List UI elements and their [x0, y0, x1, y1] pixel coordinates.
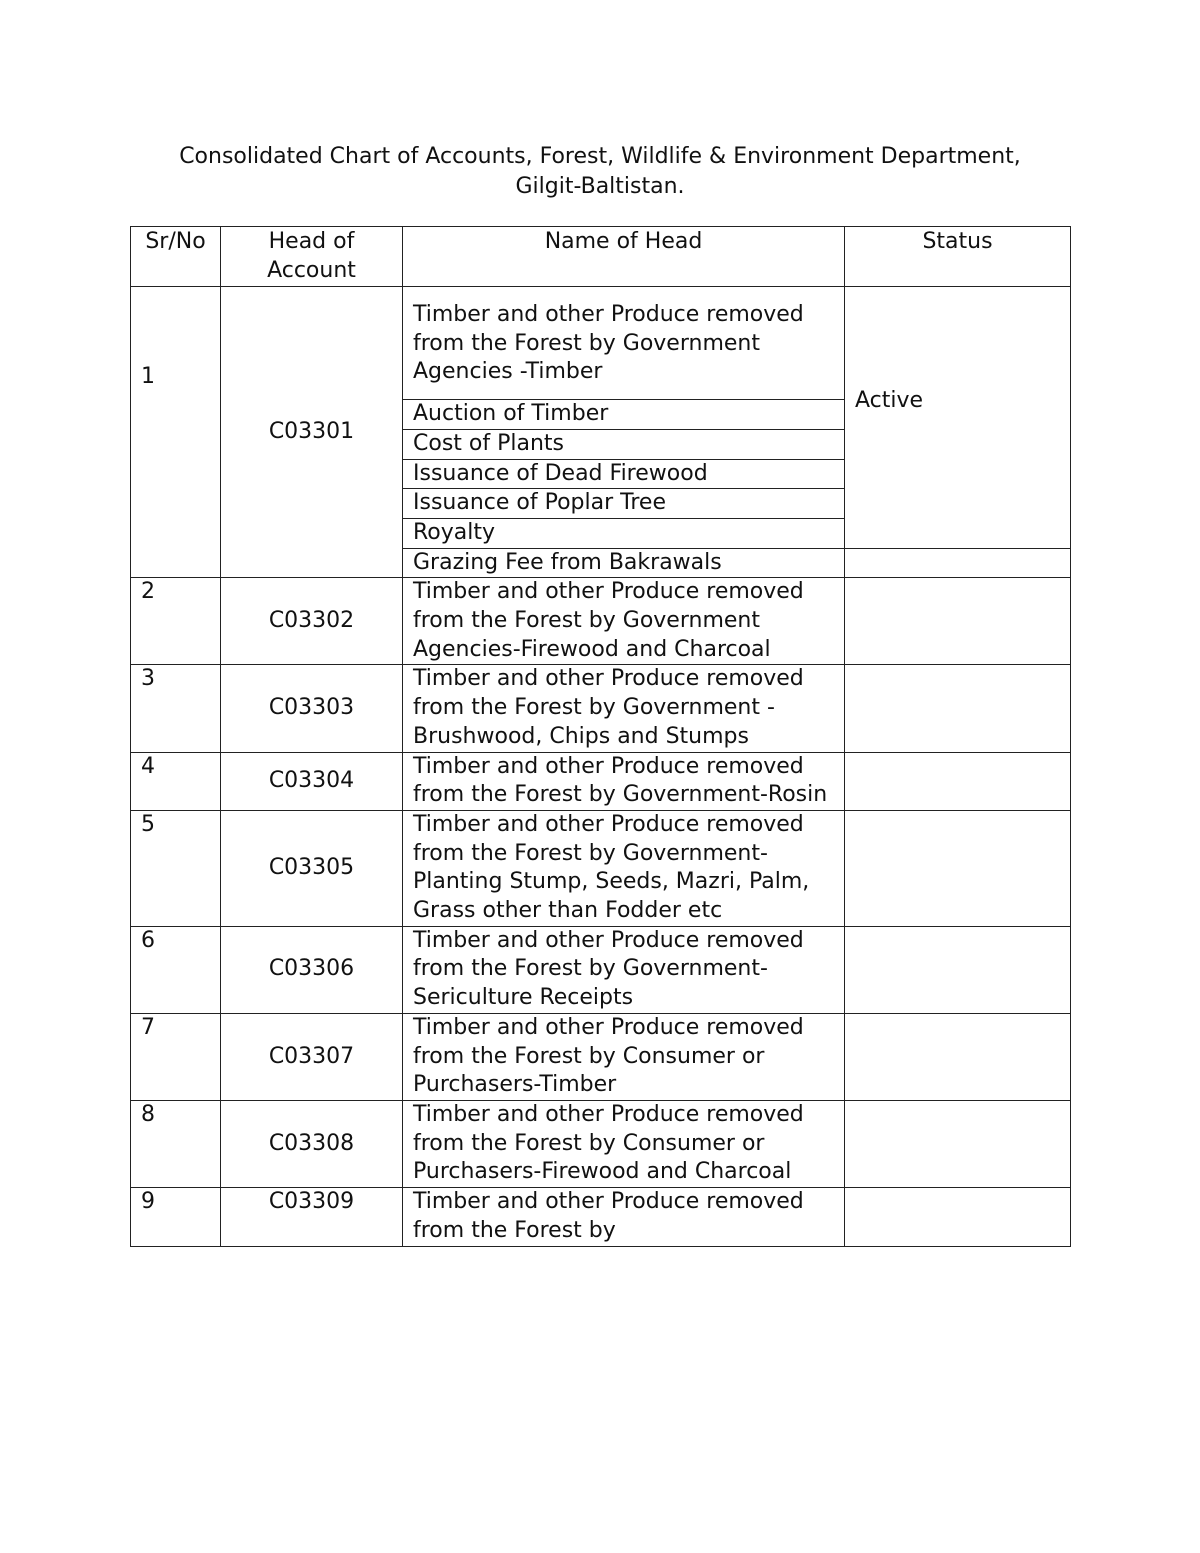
sr-cell: 4	[131, 752, 221, 810]
header-sr-no: Sr/No	[131, 227, 221, 287]
head-code-cell: C03303	[221, 665, 403, 752]
sr-cell: 7	[131, 1013, 221, 1100]
sr-cell: 8	[131, 1100, 221, 1187]
document-title	[100, 142, 1100, 202]
sub-head-cost-of-plants: Cost of Plants	[403, 429, 845, 459]
name-of-head-cell: Timber and other Produce removed from the Forest by Consumer or Purchasers-Timber	[403, 1013, 845, 1100]
header-status: Status	[845, 227, 1071, 287]
header-head-line-2: Account	[267, 257, 356, 283]
sub-head-grazing-fee: Grazing Fee from Bakrawals	[403, 548, 845, 578]
sub-head-poplar-tree: Issuance of Poplar Tree	[403, 489, 845, 519]
table-row	[131, 1188, 1071, 1246]
sub-head-dead-firewood: Issuance of Dead Firewood	[403, 459, 845, 489]
head-code: C03301	[268, 418, 355, 444]
status-cell	[845, 926, 1071, 1013]
head-code-cell: C03302	[221, 578, 403, 665]
name-of-head-cell: Timber and other Produce removed from the Forest by Government-Rosin	[403, 752, 845, 810]
table-row	[131, 578, 1071, 665]
sr-cell	[131, 287, 221, 578]
table-row	[131, 1013, 1071, 1100]
table-row	[131, 810, 1071, 926]
name-of-head-cell: Timber and other Produce removed from the Forest by Consumer or Purchasers-Firewood and Charcoal	[403, 1100, 845, 1187]
status-cell	[845, 578, 1071, 665]
head-code-cell: C03308	[221, 1100, 403, 1187]
sr-cell: 2	[131, 578, 221, 665]
name-of-head-cell: Timber and other Produce removed from the Forest by Government Agencies -Timber	[403, 287, 845, 400]
status-cell	[845, 810, 1071, 926]
head-code-cell: C03306	[221, 926, 403, 1013]
name-of-head-cell: Timber and other Produce removed from the Forest by Government-Sericulture Receipts	[403, 926, 845, 1013]
table-row	[131, 1100, 1071, 1187]
sr-number: 1	[141, 363, 155, 389]
sr-cell: 9	[131, 1188, 221, 1246]
status-cell	[845, 752, 1071, 810]
sr-cell: 6	[131, 926, 221, 1013]
header-head-of-account	[221, 227, 403, 287]
name-of-head-cell: Timber and other Produce removed from the Forest by	[403, 1188, 845, 1246]
sub-head-royalty: Royalty	[403, 518, 845, 548]
table-row	[131, 665, 1071, 752]
head-code-cell: C03304	[221, 752, 403, 810]
head-code-cell: C03305	[221, 810, 403, 926]
status-active: Active	[855, 388, 924, 414]
sr-cell: 5	[131, 810, 221, 926]
name-of-head-cell: Timber and other Produce removed from the Forest by Government -Brushwood, Chips and Stumps	[403, 665, 845, 752]
table-row	[131, 926, 1071, 1013]
header-name-of-head: Name of Head	[403, 227, 845, 287]
status-cell	[845, 548, 1071, 578]
status-cell	[845, 665, 1071, 752]
table-row	[131, 752, 1071, 810]
table-header-row	[131, 227, 1071, 287]
head-code-cell	[221, 287, 403, 578]
status-cell	[845, 1188, 1071, 1246]
header-head-line-1: Head of	[268, 229, 355, 254]
table-row	[131, 287, 1071, 400]
sub-head-auction-of-timber: Auction of Timber	[403, 400, 845, 430]
status-cell	[845, 1100, 1071, 1187]
document-title-line-2: Gilgit-Baltistan.	[515, 174, 685, 199]
status-cell	[845, 1013, 1071, 1100]
document-title-line-1: Consolidated Chart of Accounts, Forest, Wildlife & Environment Department,	[179, 144, 1021, 169]
head-code-cell: C03309	[221, 1188, 403, 1246]
name-of-head-cell: Timber and other Produce removed from the Forest by Government Agencies-Firewood and Charcoal	[403, 578, 845, 665]
sr-cell: 3	[131, 665, 221, 752]
status-cell	[845, 287, 1071, 549]
chart-of-accounts-table	[130, 226, 1071, 1247]
head-code-cell: C03307	[221, 1013, 403, 1100]
name-of-head-cell: Timber and other Produce removed from the Forest by Government-Planting Stump, Seeds, Mazri, Palm, Grass other than Fodder etc	[403, 810, 845, 926]
